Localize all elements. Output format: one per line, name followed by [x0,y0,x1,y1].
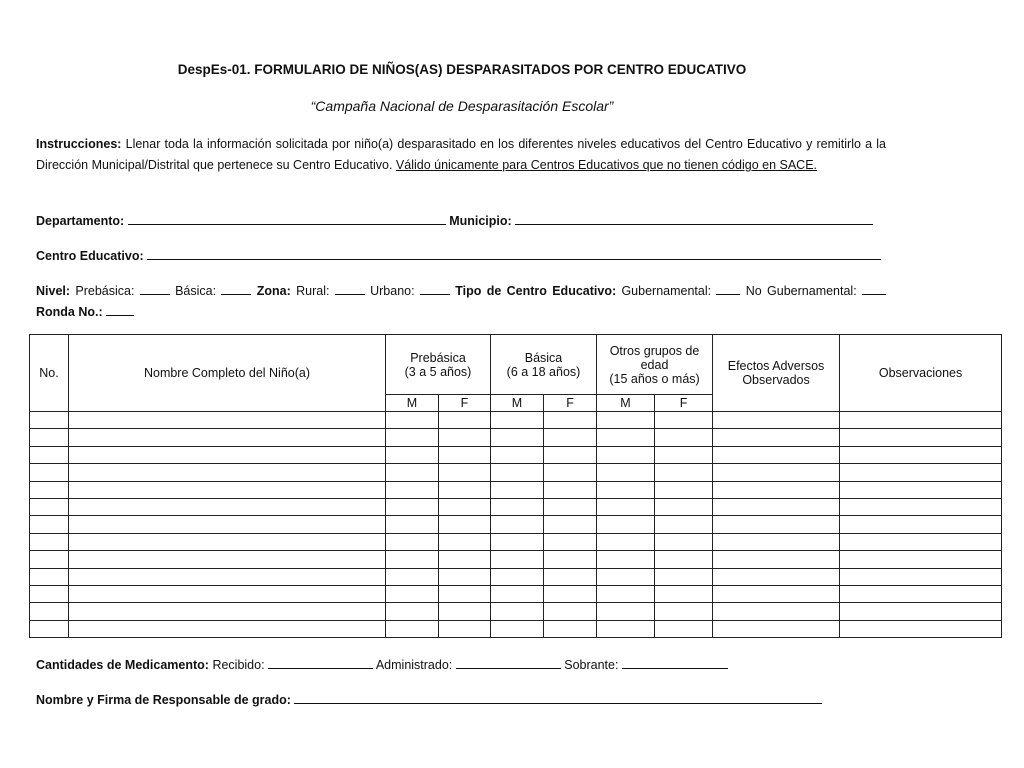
instructions-paragraph [36,134,886,176]
table-cell[interactable] [655,620,713,637]
table-cell[interactable] [30,603,69,620]
table-row [30,620,1002,637]
table-cell[interactable] [655,429,713,446]
firma-row [36,690,822,707]
table-cell[interactable] [655,412,713,429]
administrado-label: Administrado: [375,658,453,672]
table-cell[interactable] [597,412,655,429]
table-cell[interactable] [655,498,713,515]
table-cell[interactable] [544,446,597,463]
table-cell[interactable] [544,464,597,481]
table-cell[interactable] [655,603,713,620]
table-cell[interactable] [386,568,439,585]
prebasica-field[interactable] [140,281,170,295]
table-row [30,498,1002,515]
table-cell[interactable] [544,551,597,568]
instructions-text: Llenar toda la información solicitada por niño(a) desparasitado en los diferentes niveles educativos del Centro Educativo y remitirlo a la Dirección Municipal/Distrital que pertenece su Centro Educativo. [36,137,886,172]
table-cell[interactable] [30,568,69,585]
table-cell[interactable] [386,585,439,602]
table-cell[interactable] [840,620,1002,637]
rural-field[interactable] [335,281,365,295]
table-cell[interactable] [491,585,544,602]
prebasica-f: F [439,395,491,412]
table-cell[interactable] [30,585,69,602]
table-cell[interactable] [386,551,439,568]
table-cell[interactable] [439,603,491,620]
table-cell[interactable] [713,498,840,515]
table-row [30,585,1002,602]
tipo-label: Tipo de Centro Educativo: [455,284,617,298]
table-cell[interactable] [544,568,597,585]
table-cell[interactable] [386,429,439,446]
table-cell[interactable] [655,446,713,463]
table-cell[interactable] [840,568,1002,585]
table-cell[interactable] [69,498,386,515]
centro-label: Centro Educativo: [36,249,144,263]
table-cell[interactable] [597,481,655,498]
table-cell[interactable] [713,464,840,481]
departamento-label: Departamento: [36,214,125,228]
medicamento-row [36,655,728,672]
table-cell[interactable] [491,516,544,533]
table-cell[interactable] [439,551,491,568]
table-cell[interactable] [597,620,655,637]
table-cell[interactable] [30,429,69,446]
table-cell[interactable] [544,585,597,602]
table-cell[interactable] [491,551,544,568]
rural-label: Rural: [296,284,330,298]
table-row [30,446,1002,463]
col-prebasica-line2: (3 a 5 años) [404,364,472,379]
table-cell[interactable] [439,412,491,429]
table-cell[interactable] [597,551,655,568]
zona-label: Zona: [256,284,291,298]
table-cell[interactable] [386,533,439,550]
table-cell[interactable] [597,603,655,620]
table-cell[interactable] [30,498,69,515]
municipio-label: Municipio: [449,214,512,228]
table-cell[interactable] [840,429,1002,446]
table-cell[interactable] [655,481,713,498]
departamento-field[interactable] [128,211,446,225]
table-row [30,429,1002,446]
table-cell[interactable] [655,516,713,533]
table-cell[interactable] [655,533,713,550]
table-cell[interactable] [30,412,69,429]
nivel-label: Nivel: [36,284,71,298]
basica-f: F [544,395,597,412]
table-cell[interactable] [655,585,713,602]
table-cell[interactable] [69,464,386,481]
table-cell[interactable] [713,481,840,498]
urbano-label: Urbano: [370,284,415,298]
col-efectos: Efectos Adversos Observados [713,335,840,412]
col-observaciones: Observaciones [840,335,1002,412]
table-cell[interactable] [713,516,840,533]
table-cell[interactable] [491,446,544,463]
table-cell[interactable] [491,429,544,446]
table-cell[interactable] [840,533,1002,550]
prebasica-label: Prebásica: [75,284,135,298]
table-cell[interactable] [840,516,1002,533]
table-cell[interactable] [69,620,386,637]
table-cell[interactable] [439,516,491,533]
table-cell[interactable] [544,603,597,620]
table-cell[interactable] [840,551,1002,568]
centro-field[interactable] [147,246,881,260]
table-cell[interactable] [597,585,655,602]
gubernamental-label: Gubernamental: [621,284,712,298]
firma-label: Nombre y Firma de Responsable de grado: [36,693,291,707]
table-cell[interactable] [30,481,69,498]
table-cell[interactable] [491,568,544,585]
table-cell[interactable] [69,429,386,446]
table-cell[interactable] [713,429,840,446]
ronda-label: Ronda No.: [36,305,103,319]
ronda-row [36,302,134,319]
otros-f: F [655,395,713,412]
table-cell[interactable] [840,481,1002,498]
recibido-label: Recibido: [212,658,265,672]
table-cell[interactable] [491,498,544,515]
table-cell[interactable] [713,603,840,620]
table-cell[interactable] [30,620,69,637]
table-header-row [30,335,1002,395]
table-row [30,464,1002,481]
table-cell[interactable] [544,429,597,446]
gubernamental-field[interactable] [716,281,740,295]
table-cell[interactable] [69,568,386,585]
basica-label: Básica: [175,284,217,298]
table-cell[interactable] [713,620,840,637]
table-cell[interactable] [840,585,1002,602]
table-cell[interactable] [597,516,655,533]
table-cell[interactable] [597,498,655,515]
sobrante-label: Sobrante: [564,658,619,672]
basica-field[interactable] [221,281,251,295]
col-prebasica [386,335,491,395]
table-cell[interactable] [491,603,544,620]
table-cell[interactable] [840,464,1002,481]
form-title: DespEs-01. FORMULARIO DE NIÑOS(AS) DESPARASITADOS POR CENTRO EDUCATIVO [177,62,747,77]
table-cell[interactable] [439,620,491,637]
table-cell[interactable] [439,429,491,446]
table-cell[interactable] [840,412,1002,429]
table-body [30,412,1002,638]
table-cell[interactable] [386,516,439,533]
table-cell[interactable] [69,481,386,498]
table-cell[interactable] [30,446,69,463]
col-nombre: Nombre Completo del Niño(a) [69,335,386,412]
table-cell[interactable] [439,446,491,463]
table-row [30,603,1002,620]
table-cell[interactable] [713,551,840,568]
table-row [30,568,1002,585]
table-cell[interactable] [386,498,439,515]
table-cell[interactable] [386,620,439,637]
instructions-label: Instrucciones: [36,137,122,151]
table-cell[interactable] [386,446,439,463]
table-cell[interactable] [597,446,655,463]
table-cell[interactable] [491,481,544,498]
table-cell[interactable] [491,620,544,637]
otros-m: M [597,395,655,412]
table-cell[interactable] [386,481,439,498]
table-cell[interactable] [655,568,713,585]
table-cell[interactable] [713,412,840,429]
col-no: No. [30,335,69,412]
table-cell[interactable] [69,533,386,550]
table-cell[interactable] [69,551,386,568]
table-cell[interactable] [69,585,386,602]
no-gubernamental-label: No Gubernamental: [745,284,857,298]
table-cell[interactable] [69,446,386,463]
table-cell[interactable] [655,551,713,568]
urbano-field[interactable] [420,281,450,295]
table-cell[interactable] [544,516,597,533]
basica-m: M [491,395,544,412]
table-cell[interactable] [544,620,597,637]
table-cell[interactable] [713,446,840,463]
table-cell[interactable] [544,498,597,515]
table-cell[interactable] [439,585,491,602]
table-cell[interactable] [840,498,1002,515]
col-otros [597,335,713,395]
table-row [30,551,1002,568]
table-cell[interactable] [386,603,439,620]
table-cell[interactable] [30,551,69,568]
table-cell[interactable] [597,464,655,481]
municipio-field[interactable] [515,211,873,225]
children-table [29,334,1002,638]
col-otros-line1: Otros grupos de edad [609,343,700,372]
col-basica-line1: Básica [524,350,563,365]
col-otros-line2: (15 años o más) [609,371,700,386]
medicamento-label: Cantidades de Medicamento: [36,658,209,672]
table-cell[interactable] [544,481,597,498]
table-cell[interactable] [439,568,491,585]
table-cell[interactable] [69,412,386,429]
table-cell[interactable] [439,464,491,481]
nivel-row [36,281,886,302]
table-cell[interactable] [439,533,491,550]
table-cell[interactable] [544,533,597,550]
table-cell[interactable] [69,516,386,533]
table-cell[interactable] [713,568,840,585]
table-cell[interactable] [597,533,655,550]
col-basica [491,335,597,395]
departamento-row [36,211,886,228]
ronda-field[interactable] [106,302,134,316]
table-row [30,481,1002,498]
table-cell[interactable] [69,603,386,620]
table-cell[interactable] [713,533,840,550]
table-cell[interactable] [439,498,491,515]
sobrante-field[interactable] [622,655,728,669]
prebasica-m: M [386,395,439,412]
table-cell[interactable] [840,446,1002,463]
table-cell[interactable] [386,464,439,481]
table-cell[interactable] [439,481,491,498]
table-cell[interactable] [491,412,544,429]
table-cell[interactable] [544,412,597,429]
centro-row [36,246,886,263]
table-cell[interactable] [386,412,439,429]
administrado-field[interactable] [456,655,561,669]
table-cell[interactable] [840,603,1002,620]
table-cell[interactable] [30,533,69,550]
table-cell[interactable] [597,429,655,446]
no-gubernamental-field[interactable] [862,281,886,295]
table-cell[interactable] [713,585,840,602]
table-row [30,533,1002,550]
form-subtitle: “Campaña Nacional de Desparasitación Escolar” [310,98,614,114]
table-row [30,516,1002,533]
table-cell[interactable] [597,568,655,585]
recibido-field[interactable] [268,655,373,669]
table-cell[interactable] [30,464,69,481]
table-cell[interactable] [491,533,544,550]
col-prebasica-line1: Prebásica [410,350,466,365]
col-basica-line2: (6 a 18 años) [506,364,581,379]
table-cell[interactable] [655,464,713,481]
table-row [30,412,1002,429]
firma-field[interactable] [294,690,822,704]
instructions-underlined: Válido únicamente para Centros Educativos que no tienen código en SACE. [395,158,818,172]
table-cell[interactable] [30,516,69,533]
table-cell[interactable] [491,464,544,481]
